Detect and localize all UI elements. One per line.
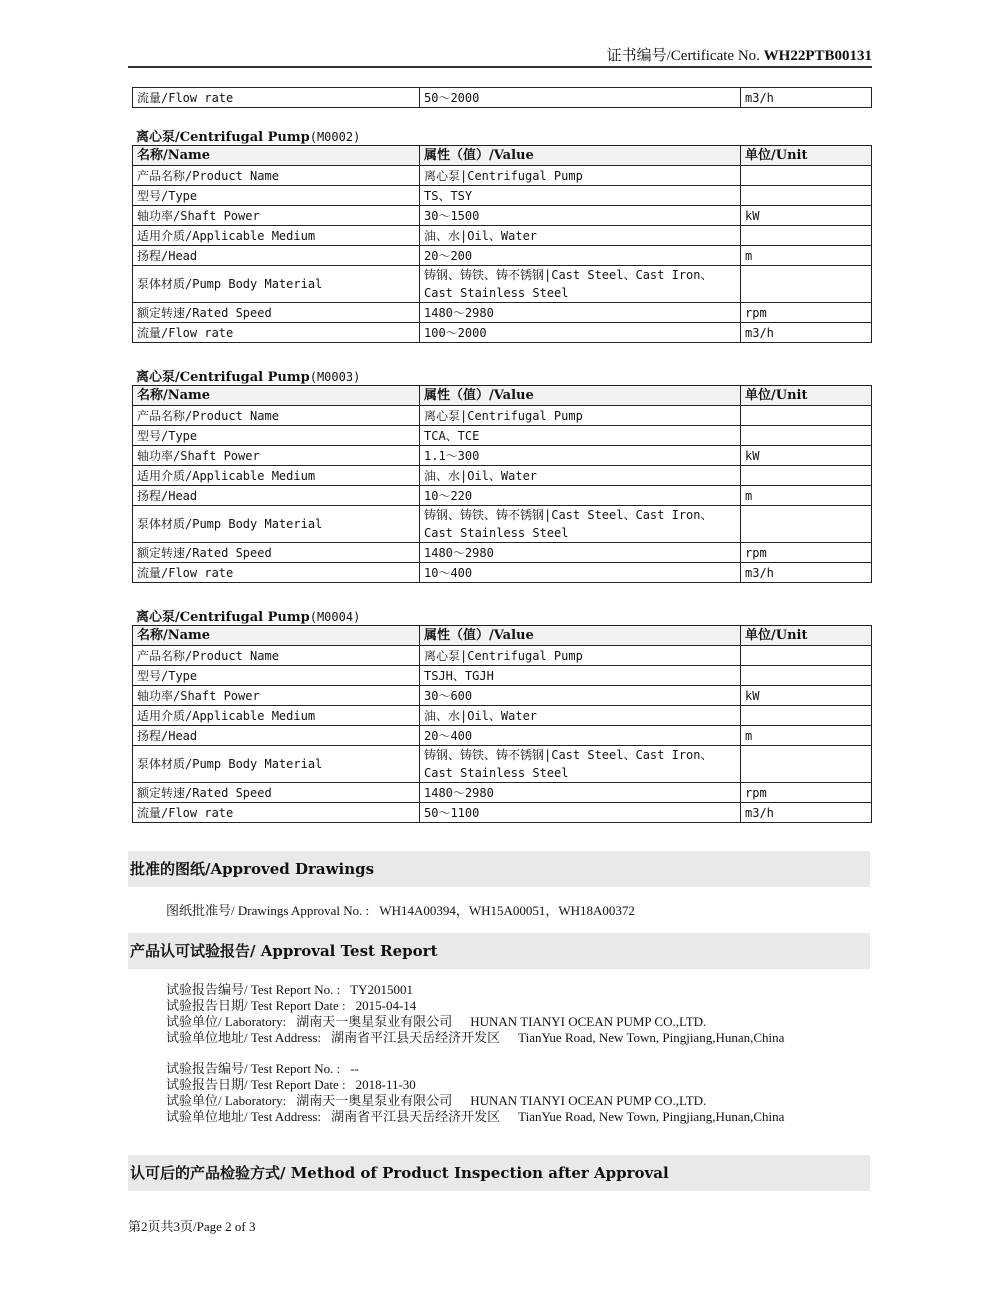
cell-value: 1480～2980 [420, 303, 741, 323]
header-unit: 单位/Unit [741, 386, 872, 406]
cell-name: 产品名称/Product Name [133, 166, 420, 186]
spec-table-continued [132, 87, 872, 108]
cell-value: TSJH、TGJH [420, 666, 741, 686]
table-row [133, 543, 872, 563]
table-row [133, 746, 872, 783]
table-row [133, 706, 872, 726]
cell-unit: m [741, 246, 872, 266]
cell-name: 适用介质/Applicable Medium [133, 466, 420, 486]
table-row [133, 266, 872, 303]
cell-name: 型号/Type [133, 186, 420, 206]
cell-name: 适用介质/Applicable Medium [133, 706, 420, 726]
cell-unit [741, 226, 872, 246]
page-number: 第2页共3页/Page 2 of 3 [128, 1219, 256, 1234]
cell-value: 10～220 [420, 486, 741, 506]
table-row [133, 246, 872, 266]
cell-name: 轴功率/Shaft Power [133, 446, 420, 466]
cell-name: 轴功率/Shaft Power [133, 206, 420, 226]
address-en: TianYue Road, New Town, Pingjiang,Hunan,China [518, 1109, 785, 1124]
table-header-row [133, 146, 872, 166]
header-unit: 单位/Unit [741, 146, 872, 166]
cell-name: 流量/Flow rate [133, 563, 420, 583]
address-cn: 湖南省平江县天岳经济开发区 [331, 1030, 501, 1045]
table-header-row [133, 626, 872, 646]
cell-name: 型号/Type [133, 666, 420, 686]
table-row [133, 166, 872, 186]
header-name: 名称/Name [133, 386, 420, 406]
header-divider [128, 66, 872, 68]
cell-value: 100～2000 [420, 323, 741, 343]
inspection-method-heading: 认可后的产品检验方式/ Method of Product Inspection after Approval [128, 1155, 870, 1191]
section-code: (M0003) [309, 370, 361, 384]
cell-unit [741, 266, 872, 303]
table-row [133, 226, 872, 246]
cell-value: 油、水|Oil、Water [420, 466, 741, 486]
cell-unit: rpm [741, 783, 872, 803]
lab-label: 试验单位/ Laboratory: [166, 1093, 287, 1108]
cell-name: 产品名称/Product Name [133, 646, 420, 666]
cell-value: 50～2000 [420, 88, 741, 108]
drawings-approval-label: 图纸批准号/ Drawings Approval No. : [166, 903, 370, 918]
cell-value: 油、水|Oil、Water [420, 706, 741, 726]
cell-name: 流量/Flow rate [133, 323, 420, 343]
report-no-value: TY2015001 [350, 982, 414, 997]
report-date-label: 试验报告日期/ Test Report Date : [166, 998, 346, 1013]
table-row [133, 323, 872, 343]
cell-name: 流量/Flow rate [133, 803, 420, 823]
header-name: 名称/Name [133, 626, 420, 646]
table-row [133, 466, 872, 486]
table-row [133, 726, 872, 746]
table-row [133, 666, 872, 686]
table-row [133, 426, 872, 446]
cell-unit: m [741, 486, 872, 506]
address-cn: 湖南省平江县天岳经济开发区 [331, 1109, 501, 1124]
cell-value: 1.1～300 [420, 446, 741, 466]
table-row [133, 446, 872, 466]
cell-unit: rpm [741, 543, 872, 563]
cell-value: 30～1500 [420, 206, 741, 226]
cell-unit [741, 646, 872, 666]
header-name: 名称/Name [133, 146, 420, 166]
section-title-m0003 [136, 366, 360, 385]
table-row [133, 406, 872, 426]
header-value: 属性（值）/Value [420, 626, 741, 646]
cell-name: 扬程/Head [133, 486, 420, 506]
cell-name: 扬程/Head [133, 726, 420, 746]
table-row [133, 646, 872, 666]
report-no-label: 试验报告编号/ Test Report No. : [166, 982, 341, 997]
cell-unit [741, 426, 872, 446]
table-row [133, 88, 872, 108]
cell-name: 泵体材质/Pump Body Material [133, 506, 420, 543]
cell-name: 轴功率/Shaft Power [133, 686, 420, 706]
cell-value: 铸钢、铸铁、铸不锈钢|Cast Steel、Cast Iron、Cast Stainless Steel [420, 746, 741, 783]
report-1-address [166, 1027, 784, 1046]
cell-name: 额定转速/Rated Speed [133, 303, 420, 323]
cell-unit: kW [741, 686, 872, 706]
cell-name: 适用介质/Applicable Medium [133, 226, 420, 246]
table-row [133, 206, 872, 226]
certificate-number: WH22PTB00131 [763, 48, 872, 64]
spec-table-m0004 [132, 625, 872, 823]
cell-value: 20～400 [420, 726, 741, 746]
cell-name: 扬程/Head [133, 246, 420, 266]
section-title-m0004 [136, 606, 360, 625]
cell-value: 10～400 [420, 563, 741, 583]
drawings-approval-value: WH14A00394，WH15A00051，WH18A00372 [379, 903, 635, 918]
section-title-text: 离心泵/Centrifugal Pump [136, 130, 310, 145]
cell-name: 流量/Flow rate [133, 88, 420, 108]
cell-unit [741, 406, 872, 426]
address-label: 试验单位地址/ Test Address: [166, 1109, 322, 1124]
cell-value: 油、水|Oil、Water [420, 226, 741, 246]
table-header-row [133, 386, 872, 406]
spec-table-m0002 [132, 145, 872, 343]
cell-value: 50～1100 [420, 803, 741, 823]
cell-unit [741, 186, 872, 206]
certificate-header [128, 44, 872, 66]
lab-cn: 湖南天一奥星泵业有限公司 [296, 1014, 453, 1029]
address-en: TianYue Road, New Town, Pingjiang,Hunan,China [518, 1030, 785, 1045]
report-date-value: 2015-04-14 [355, 998, 417, 1013]
cell-unit: rpm [741, 303, 872, 323]
cell-unit [741, 166, 872, 186]
cell-unit: m3/h [741, 323, 872, 343]
cell-unit: m [741, 726, 872, 746]
cell-value: 离心泵|Centrifugal Pump [420, 406, 741, 426]
cell-unit [741, 666, 872, 686]
table-row [133, 783, 872, 803]
header-value: 属性（值）/Value [420, 146, 741, 166]
report-2-address [166, 1106, 784, 1125]
section-title-m0002 [136, 126, 360, 145]
lab-cn: 湖南天一奥星泵业有限公司 [296, 1093, 453, 1108]
cell-name: 额定转速/Rated Speed [133, 783, 420, 803]
lab-en: HUNAN TIANYI OCEAN PUMP CO.,LTD. [470, 1093, 707, 1108]
lab-label: 试验单位/ Laboratory: [166, 1014, 287, 1029]
cell-unit [741, 506, 872, 543]
table-row [133, 486, 872, 506]
cell-unit: m3/h [741, 563, 872, 583]
cell-unit: m3/h [741, 803, 872, 823]
cell-value: 离心泵|Centrifugal Pump [420, 166, 741, 186]
section-code: (M0002) [309, 130, 361, 144]
cell-unit: kW [741, 206, 872, 226]
cell-unit [741, 466, 872, 486]
cell-value: 20～200 [420, 246, 741, 266]
cell-unit [741, 706, 872, 726]
cell-name: 泵体材质/Pump Body Material [133, 746, 420, 783]
cell-value: 铸钢、铸铁、铸不锈钢|Cast Steel、Cast Iron、Cast Stainless Steel [420, 506, 741, 543]
cell-value: 铸钢、铸铁、铸不锈钢|Cast Steel、Cast Iron、Cast Stainless Steel [420, 266, 741, 303]
cell-unit: m3/h [741, 88, 872, 108]
drawings-approval-line [166, 900, 635, 919]
table-row [133, 186, 872, 206]
address-label: 试验单位地址/ Test Address: [166, 1030, 322, 1045]
certificate-label: 证书编号/Certificate No. [606, 48, 760, 64]
table-row [133, 303, 872, 323]
cell-value: 30～600 [420, 686, 741, 706]
lab-en: HUNAN TIANYI OCEAN PUMP CO.,LTD. [470, 1014, 707, 1029]
table-row [133, 686, 872, 706]
cell-name: 额定转速/Rated Speed [133, 543, 420, 563]
report-date-value: 2018-11-30 [355, 1077, 416, 1092]
cell-value: 1480～2980 [420, 543, 741, 563]
test-report-heading: 产品认可试验报告/ Approval Test Report [128, 933, 870, 969]
table-row [133, 803, 872, 823]
table-row [133, 563, 872, 583]
report-no-value: -- [350, 1061, 359, 1076]
cell-value: 离心泵|Centrifugal Pump [420, 646, 741, 666]
cell-value: TCA、TCE [420, 426, 741, 446]
header-value: 属性（值）/Value [420, 386, 741, 406]
cell-value: 1480～2980 [420, 783, 741, 803]
cell-unit: kW [741, 446, 872, 466]
report-no-label: 试验报告编号/ Test Report No. : [166, 1061, 341, 1076]
approved-drawings-heading: 批准的图纸/Approved Drawings [128, 851, 870, 887]
header-unit: 单位/Unit [741, 626, 872, 646]
cell-value: TS、TSY [420, 186, 741, 206]
cell-name: 型号/Type [133, 426, 420, 446]
section-title-text: 离心泵/Centrifugal Pump [136, 610, 310, 625]
cell-name: 泵体材质/Pump Body Material [133, 266, 420, 303]
cell-unit [741, 746, 872, 783]
spec-table-m0003 [132, 385, 872, 583]
table-row [133, 506, 872, 543]
report-date-label: 试验报告日期/ Test Report Date : [166, 1077, 346, 1092]
cell-name: 产品名称/Product Name [133, 406, 420, 426]
section-code: (M0004) [309, 610, 361, 624]
section-title-text: 离心泵/Centrifugal Pump [136, 370, 310, 385]
